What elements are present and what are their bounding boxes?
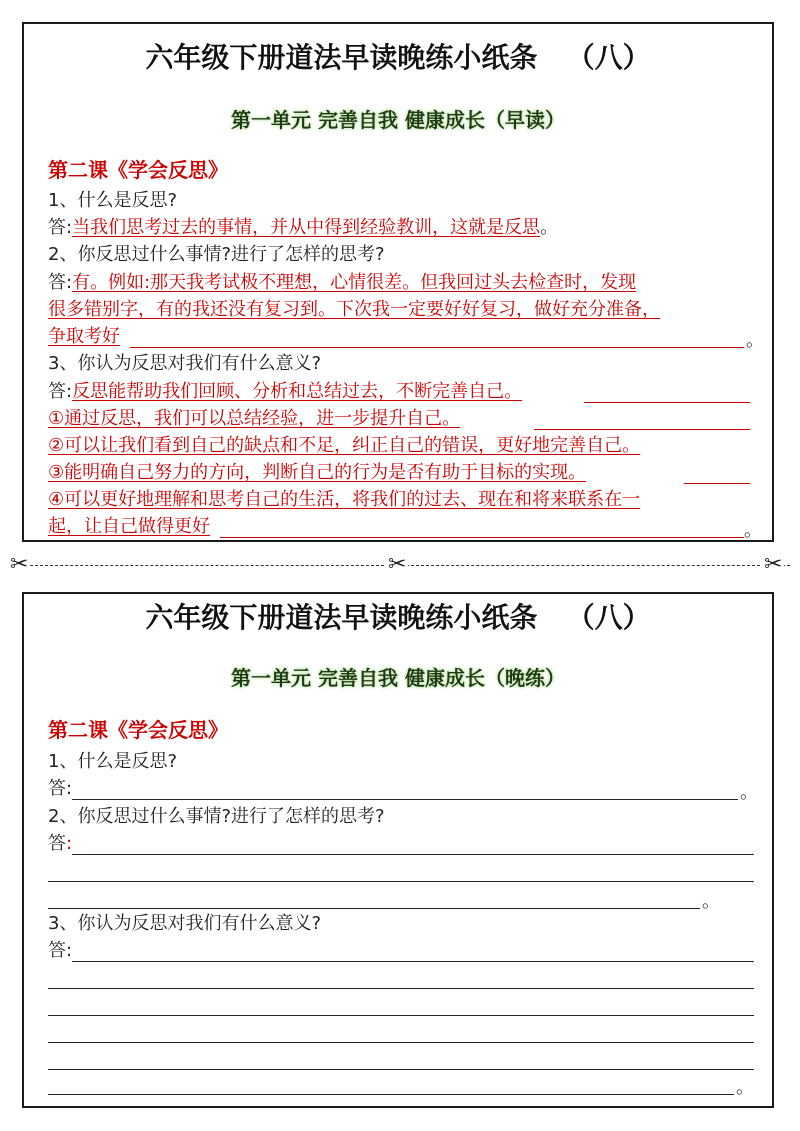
lesson-heading: 第二课《学会反思》 [48, 158, 228, 182]
answer-rule [130, 347, 744, 348]
scissors-icon: ✂ [764, 552, 783, 577]
question-3: 3、你认为反思对我们有什么意义? [48, 913, 322, 934]
scissors-icon: ✂ [388, 552, 407, 577]
morning-card [22, 22, 774, 542]
unit-subtitle: 第一单元 完善自我 健康成长（早读） [231, 108, 565, 132]
unit-subtitle: 第一单元 完善自我 健康成长（晚练） [231, 666, 565, 690]
answer-period: 。 [736, 1077, 754, 1098]
answer-prefix: 答: [48, 217, 73, 238]
answer-blank[interactable] [48, 1069, 754, 1070]
answer-text: ③能明确自己努力的方向，判断自己的行为是否有助于目标的实现。 [48, 462, 587, 483]
answer-blank[interactable] [48, 1015, 754, 1016]
page-title: 六年级下册道法早读晚练小纸条 （八） [145, 41, 651, 74]
answer-3-line-6 [48, 514, 210, 540]
answer-3-line-4 [48, 460, 586, 486]
answer-period: 。 [540, 217, 559, 238]
answer-blank[interactable] [72, 799, 738, 800]
answer-1 [48, 776, 72, 802]
answer-prefix: 答: [48, 381, 73, 402]
lesson-heading: 第二课《学会反思》 [48, 718, 228, 742]
answer-prefix: 答: [48, 778, 73, 799]
answer-prefix: 答: [48, 272, 73, 293]
answer-text: 当我们思考过去的事情，并从中得到经验教训，这就是反思 [72, 217, 541, 238]
answer-3 [48, 938, 72, 964]
answer-period: 。 [744, 520, 762, 541]
answer-2-line-3 [48, 324, 120, 350]
answer-text: ①通过反思，我们可以总结经验，进一步提升自己。 [48, 408, 461, 429]
answer-blank[interactable] [48, 1094, 734, 1095]
evening-card [22, 592, 774, 1108]
answer-rule [684, 483, 750, 484]
answer-period: 。 [702, 891, 720, 912]
answer-period: 。 [746, 330, 764, 351]
answer-blank[interactable] [48, 1042, 754, 1043]
page-title: 六年级下册道法早读晚练小纸条 （八） [145, 601, 651, 634]
question-2: 2、你反思过什么事情?进行了怎样的思考? [48, 806, 385, 827]
answer-1 [48, 215, 558, 241]
answer-period: 。 [740, 782, 758, 803]
answer-blank[interactable] [72, 854, 754, 855]
answer-text: 反思能帮助我们回顾、分析和总结过去，不断完善自己。 [72, 381, 523, 402]
answer-text: 起，让自己做得更好 [48, 516, 210, 537]
answer-text: ④可以更好地理解和思考自己的生活，将我们的过去、现在和将来联系在一 [48, 489, 641, 510]
answer-blank[interactable] [48, 908, 700, 909]
answer-prefix: 答 [48, 833, 66, 854]
answer-3-line-5 [48, 487, 640, 513]
answer-text: 有。例如:那天我考试极不理想，心情很差。但我回过头去检查时，发现 [72, 272, 637, 293]
answer-3-line-3 [48, 433, 640, 459]
answer-rule [534, 429, 750, 430]
question-1: 1、什么是反思? [48, 751, 178, 772]
answer-text: 争取考好 [48, 326, 120, 347]
answer-prefix: 答: [48, 940, 73, 961]
scissors-icon: ✂ [10, 552, 29, 577]
answer-3-line-1 [48, 379, 522, 405]
answer-colon: : [66, 833, 73, 854]
answer-rule [220, 537, 744, 538]
answer-blank[interactable] [48, 881, 754, 882]
answer-2-line-2 [48, 297, 660, 323]
question-3: 3、你认为反思对我们有什么意义? [48, 353, 322, 374]
answer-3-line-2 [48, 406, 460, 432]
answer-rule [584, 402, 750, 403]
answer-text: ②可以让我们看到自己的缺点和不足，纠正自己的错误，更好地完善自己。 [48, 435, 641, 456]
question-1: 1、什么是反思? [48, 190, 178, 211]
question-2: 2、你反思过什么事情?进行了怎样的思考? [48, 244, 385, 265]
answer-blank[interactable] [48, 988, 754, 989]
answer-text: 很多错别字，有的我还没有复习到。下次我一定要好好复习，做好充分准备， [48, 299, 660, 320]
answer-2 [48, 831, 72, 857]
answer-2-line-1 [48, 270, 636, 296]
answer-blank[interactable] [72, 961, 754, 962]
